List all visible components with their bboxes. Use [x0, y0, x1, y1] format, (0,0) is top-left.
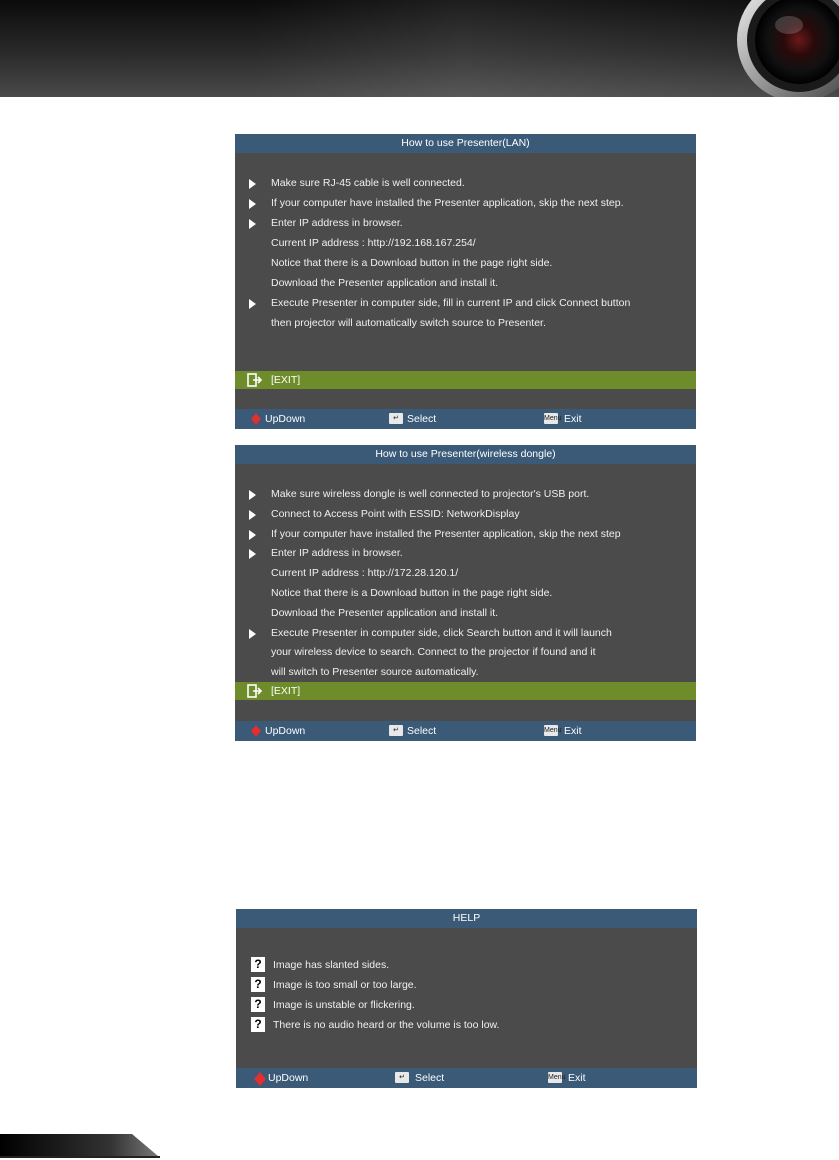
select-label: Select — [407, 413, 437, 425]
updown-icon — [254, 1072, 266, 1086]
help-item[interactable] — [254, 955, 390, 975]
instruction-text: If your computer have installed the Presenter application, skip the next step. — [271, 197, 624, 209]
menu-key-icon: Menu — [544, 727, 562, 734]
panel-title: How to use Presenter(wireless dongle) — [235, 445, 696, 464]
bullet-arrow-icon — [249, 199, 256, 209]
help-item-label: There is no audio heard or the volume is too low. — [273, 1019, 500, 1031]
exit-option[interactable] — [235, 371, 696, 389]
instruction-text: If your computer have installed the Presenter application, skip the next step — [271, 527, 621, 540]
bullet-arrow-icon — [249, 549, 256, 559]
panel-title: HELP — [236, 909, 697, 928]
instruction-line — [271, 543, 403, 563]
bullet-arrow-icon — [249, 510, 256, 520]
question-icon: ? — [251, 957, 265, 972]
help-item-label: Image is too small or too large. — [273, 979, 417, 991]
bullet-arrow-icon — [249, 490, 256, 500]
instruction-text: then projector will automatically switch source to Presenter. — [271, 317, 546, 329]
instruction-line — [271, 193, 624, 213]
instruction-line — [271, 642, 596, 662]
updown-hint — [265, 721, 305, 741]
projector-lens-icon — [729, 0, 839, 97]
help-panel — [236, 909, 697, 1088]
help-item-label: Image is unstable or flickering. — [273, 999, 415, 1011]
instruction-text: Current IP address : http://192.168.167.254/ — [271, 237, 476, 249]
question-icon: ? — [251, 997, 265, 1012]
bullet-arrow-icon — [249, 530, 256, 540]
instruction-text: Download the Presenter application and install it. — [271, 606, 499, 619]
select-hint — [393, 409, 437, 429]
updown-icon — [251, 413, 261, 425]
updown-label: UpDown — [265, 725, 306, 737]
select-hint — [393, 721, 437, 741]
panel-title: How to use Presenter(LAN) — [235, 134, 696, 153]
updown-hint — [268, 1068, 308, 1088]
updown-label: UpDown — [265, 413, 306, 425]
presenter-lan-panel — [235, 134, 696, 429]
osd-footer — [235, 721, 696, 741]
exit-option[interactable] — [235, 682, 696, 700]
instruction-line — [271, 524, 621, 544]
exit-hint — [548, 1068, 586, 1088]
updown-hint — [265, 409, 305, 429]
question-icon: ? — [251, 977, 265, 992]
instruction-line — [271, 313, 546, 333]
exit-hint — [544, 409, 582, 429]
select-label: Select — [415, 1072, 445, 1084]
instruction-text: Current IP address : http://172.28.120.1/ — [271, 567, 459, 580]
exit-label: [EXIT] — [271, 374, 301, 386]
bullet-arrow-icon — [249, 179, 256, 189]
instruction-line — [271, 484, 589, 504]
menu-key-icon: Menu — [548, 1074, 566, 1081]
instruction-line — [271, 213, 403, 233]
exit-hint-label: Exit — [564, 413, 582, 425]
instruction-text: Make sure RJ-45 cable is well connected. — [271, 177, 465, 189]
bullet-arrow-icon — [249, 219, 256, 229]
instruction-text: Connect to Access Point with ESSID: NetworkDisplay — [271, 507, 520, 520]
instruction-text: will switch to Presenter source automatically. — [271, 666, 479, 679]
header-shine — [0, 0, 839, 97]
bullet-arrow-icon — [249, 299, 256, 309]
instruction-line — [271, 293, 630, 313]
enter-key-icon: ↵ — [389, 413, 403, 424]
enter-key-icon: ↵ — [389, 725, 403, 736]
question-icon: ? — [251, 1017, 265, 1032]
help-item[interactable] — [254, 995, 415, 1015]
instruction-text: your wireless device to search. Connect to the projector if found and it — [271, 646, 596, 659]
updown-icon — [251, 725, 261, 737]
exit-icon — [247, 373, 263, 387]
instruction-line — [271, 273, 498, 293]
instruction-text: Download the Presenter application and install it. — [271, 277, 499, 289]
instruction-line — [271, 662, 479, 682]
instruction-text: Enter IP address in browser. — [271, 547, 403, 560]
menu-key-icon: Menu — [544, 415, 562, 422]
instruction-line — [271, 253, 552, 273]
exit-hint-label: Exit — [568, 1072, 586, 1084]
instruction-text: Execute Presenter in computer side, click Search button and it will launch — [271, 626, 612, 639]
instruction-line — [271, 173, 465, 193]
instruction-line — [271, 583, 552, 603]
instruction-line — [271, 233, 476, 253]
osd-footer — [236, 1068, 697, 1088]
enter-key-icon: ↵ — [395, 1072, 409, 1083]
instruction-text: Notice that there is a Download button in the page right side. — [271, 257, 553, 269]
select-hint — [399, 1068, 445, 1088]
exit-label: [EXIT] — [271, 685, 301, 697]
instruction-line — [271, 563, 458, 583]
instruction-text: Execute Presenter in computer side, fill in current IP and click Connect button — [271, 297, 631, 309]
osd-footer — [235, 409, 696, 429]
page-tab-decoration — [0, 1130, 170, 1160]
instruction-text: Enter IP address in browser. — [271, 217, 403, 229]
exit-hint — [544, 721, 582, 741]
instruction-text: Notice that there is a Download button in the page right side. — [271, 587, 553, 599]
exit-hint-label: Exit — [564, 725, 582, 737]
bullet-arrow-icon — [249, 629, 256, 639]
presenter-dongle-panel — [235, 445, 696, 741]
help-item[interactable] — [254, 1015, 500, 1035]
instruction-line — [271, 504, 520, 524]
select-label: Select — [407, 725, 437, 737]
instruction-line — [271, 623, 612, 643]
page-header — [0, 0, 839, 97]
help-item[interactable] — [254, 975, 417, 995]
instruction-line — [271, 603, 498, 623]
exit-icon — [247, 684, 263, 698]
updown-label: UpDown — [268, 1072, 309, 1084]
instruction-text: Make sure wireless dongle is well connected to projector's USB port. — [271, 488, 590, 500]
help-item-label: Image has slanted sides. — [273, 959, 390, 971]
